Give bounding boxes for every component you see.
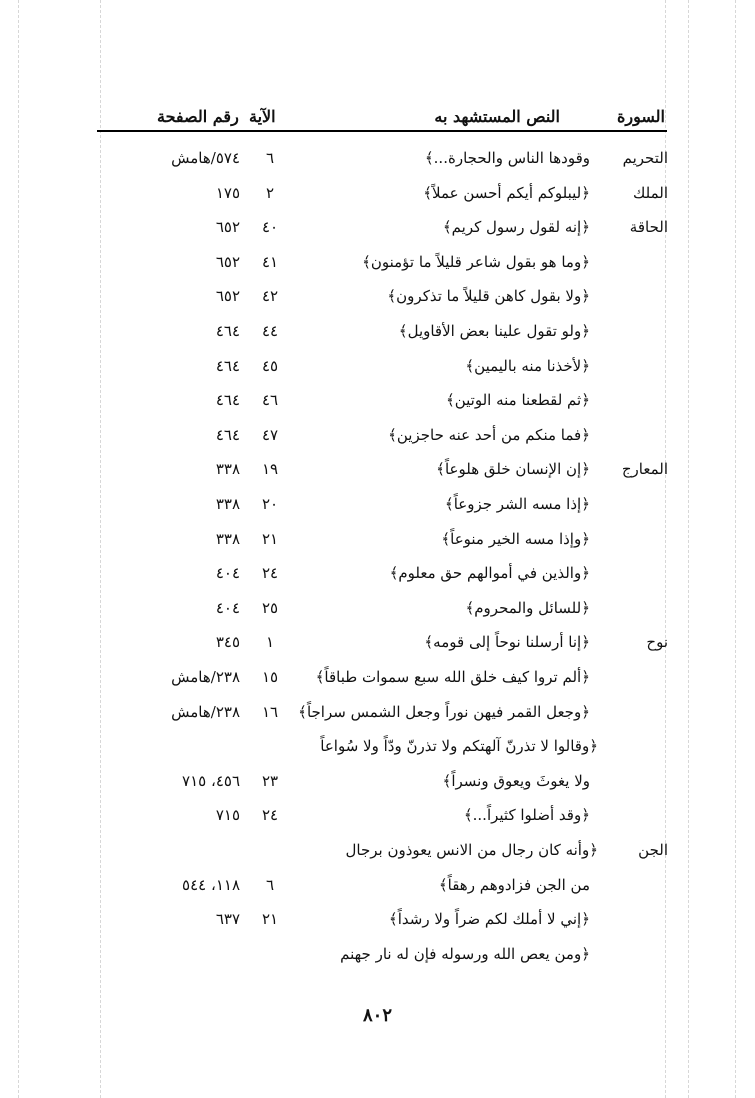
quoted-verse: ولا يغوثَ ويعوق ونسراً﴾	[442, 771, 590, 790]
ayah-number: ٢١	[261, 910, 279, 929]
table-row	[100, 592, 668, 626]
table-row	[100, 419, 668, 453]
quoted-verse: ﴿إذا مسه الشر جزوعاً﴾	[444, 495, 590, 513]
quoted-verse: ﴿وإذا مسه الخير منوعاً﴾	[441, 529, 590, 548]
ayah-number: ٤١	[261, 252, 279, 271]
table-row	[100, 557, 668, 591]
ayah-number: ١٦	[261, 702, 279, 721]
surah-name: نوح	[646, 633, 668, 652]
page-reference: ٢٣٨/هامش	[171, 668, 240, 686]
page-reference: ٣٤٥	[215, 633, 240, 652]
ayah-number: ٢٠	[261, 495, 279, 513]
quoted-verse: ﴿إنا أرسلنا نوحاً إلى قومه﴾	[424, 633, 590, 652]
ayah-number: ١	[265, 633, 275, 652]
surah-name: المعارج	[621, 460, 668, 479]
table-row	[100, 453, 668, 487]
quoted-verse: ﴿والذين في أموالهم حق معلوم﴾	[389, 564, 590, 583]
header-ayah: الآية	[249, 107, 276, 126]
page-reference: ٦٥٢	[215, 287, 240, 306]
table-row	[100, 315, 668, 349]
header-text: النص المستشهد به	[434, 107, 560, 126]
quoted-verse: ﴿وأنه كان رجال من الانس يعوذون برجال	[345, 841, 598, 859]
quoted-verse: ﴿ولا بقول كاهن قليلاً ما تذكرون﴾	[387, 287, 590, 306]
page-reference: ١٧٥	[215, 183, 240, 202]
table-row	[100, 661, 668, 695]
table-row	[100, 938, 668, 972]
table-row	[100, 246, 668, 280]
table-row	[100, 350, 668, 384]
table-row	[100, 523, 668, 557]
ayah-number: ٤٤	[261, 322, 279, 340]
quoted-verse: ﴿ثم لقطعنا منه الوتين﴾	[445, 391, 590, 410]
ayah-number: ٢٣	[261, 771, 279, 790]
page-reference: ٤٠٤	[215, 598, 240, 617]
page-reference: ٣٣٨	[215, 529, 240, 548]
page-reference: ٤٦٤	[215, 322, 240, 340]
ayah-number: ٢٥	[261, 598, 279, 617]
quoted-verse: ﴿إنه لقول رسول كريم﴾	[442, 218, 590, 237]
ayah-number: ٤٢	[261, 287, 279, 306]
quoted-verse: ﴿ألم تروا كيف خلق الله سبع سموات طباقاً﴾	[315, 668, 590, 686]
surah-name: الملك	[632, 183, 668, 202]
table-row	[100, 730, 668, 764]
quoted-verse: ﴿وقالوا لا تذرنّ آلهتكم ولا تذرنّ ودّاً ولا سُواعاً	[320, 737, 598, 756]
quoted-verse: ﴿إني لا أملك لكم ضراً ولا رشداً﴾	[388, 910, 590, 929]
page-reference: ٦٥٢	[215, 252, 240, 271]
header-rule	[97, 130, 667, 132]
quoted-verse: ﴿وجعل القمر فيهن نوراً وجعل الشمس سراجاً﴾	[298, 702, 590, 721]
table-row	[100, 626, 668, 660]
page-reference: ٧١٥	[215, 806, 240, 825]
quoted-verse: ﴿ليبلوكم أيكم أحسن عملاً﴾	[423, 183, 590, 202]
quoted-verse: ﴿إن الإنسان خلق هلوعاً﴾	[436, 460, 590, 479]
table-row	[100, 869, 668, 903]
page-reference: ٦٣٧	[215, 910, 240, 929]
page-number: ٨٠٢	[362, 1005, 392, 1026]
ayah-number: ٤٥	[261, 356, 279, 375]
page-reference: ٤٠٤	[215, 564, 240, 583]
table-row	[100, 834, 668, 868]
ayah-number: ٤٧	[261, 425, 279, 444]
ayah-number: ٢	[265, 183, 275, 202]
ayah-number: ٢١	[261, 529, 279, 548]
margin-guide-right	[735, 0, 736, 1098]
ayah-number: ١٩	[261, 460, 279, 479]
quoted-verse: من الجن فزادوهم رهقاً﴾	[438, 875, 590, 894]
quoted-verse: ﴿وقد أضلوا كثيراً...﴾	[463, 806, 590, 825]
page-reference: ٢٣٨/هامش	[171, 702, 240, 721]
quoted-verse: وقودها الناس والحجارة...﴾	[424, 149, 590, 167]
table-row	[100, 280, 668, 314]
ayah-number: ٢٤	[261, 564, 279, 583]
table-row	[100, 488, 668, 522]
quoted-verse: ﴿لأخذنا منه باليمين﴾	[465, 356, 590, 375]
quoted-verse: ﴿للسائل والمحروم﴾	[465, 598, 590, 617]
surah-name: الحاقة	[629, 218, 668, 237]
header-surah: السورة	[617, 107, 665, 126]
column-guide	[688, 0, 689, 1098]
table-row	[100, 384, 668, 418]
table-row	[100, 211, 668, 245]
ayah-number: ٢٤	[261, 806, 279, 825]
page-reference: ٤٥٦، ٧١٥	[182, 771, 240, 790]
page-reference: ٤٦٤	[215, 356, 240, 375]
table-row	[100, 142, 668, 176]
page-reference: ٣٣٨	[215, 460, 240, 479]
page-reference: ٤٦٤	[215, 391, 240, 410]
quoted-verse: ﴿ومن يعص الله ورسوله فإن له نار جهنم	[340, 944, 590, 963]
ayah-number: ٤٦	[261, 391, 279, 410]
header-page: رقم الصفحة	[157, 107, 239, 126]
quoted-verse: ﴿ولو تقول علينا بعض الأقاويل﴾	[398, 322, 590, 340]
table-row	[100, 903, 668, 937]
surah-name: التحريم	[622, 149, 668, 167]
table-row	[100, 765, 668, 799]
table-header	[97, 104, 665, 130]
table-row	[100, 799, 668, 833]
surah-name: الجن	[638, 841, 668, 859]
ayah-number: ٤٠	[261, 218, 279, 237]
ayah-number: ٦	[265, 149, 275, 167]
table-row	[100, 696, 668, 730]
table-row	[100, 177, 668, 211]
margin-guide-left	[18, 0, 19, 1098]
ayah-number: ٦	[265, 875, 275, 894]
page-reference: ١١٨، ٥٤٤	[182, 875, 240, 894]
ayah-number: ١٥	[261, 668, 279, 686]
page-reference: ٥٧٤/هامش	[171, 149, 240, 167]
page-reference: ٣٣٨	[215, 495, 240, 513]
page-reference: ٤٦٤	[215, 425, 240, 444]
page-reference: ٦٥٢	[215, 218, 240, 237]
quoted-verse: ﴿وما هو بقول شاعر قليلاً ما تؤمنون﴾	[362, 252, 590, 271]
quoted-verse: ﴿فما منكم من أحد عنه حاجزين﴾	[388, 425, 590, 444]
